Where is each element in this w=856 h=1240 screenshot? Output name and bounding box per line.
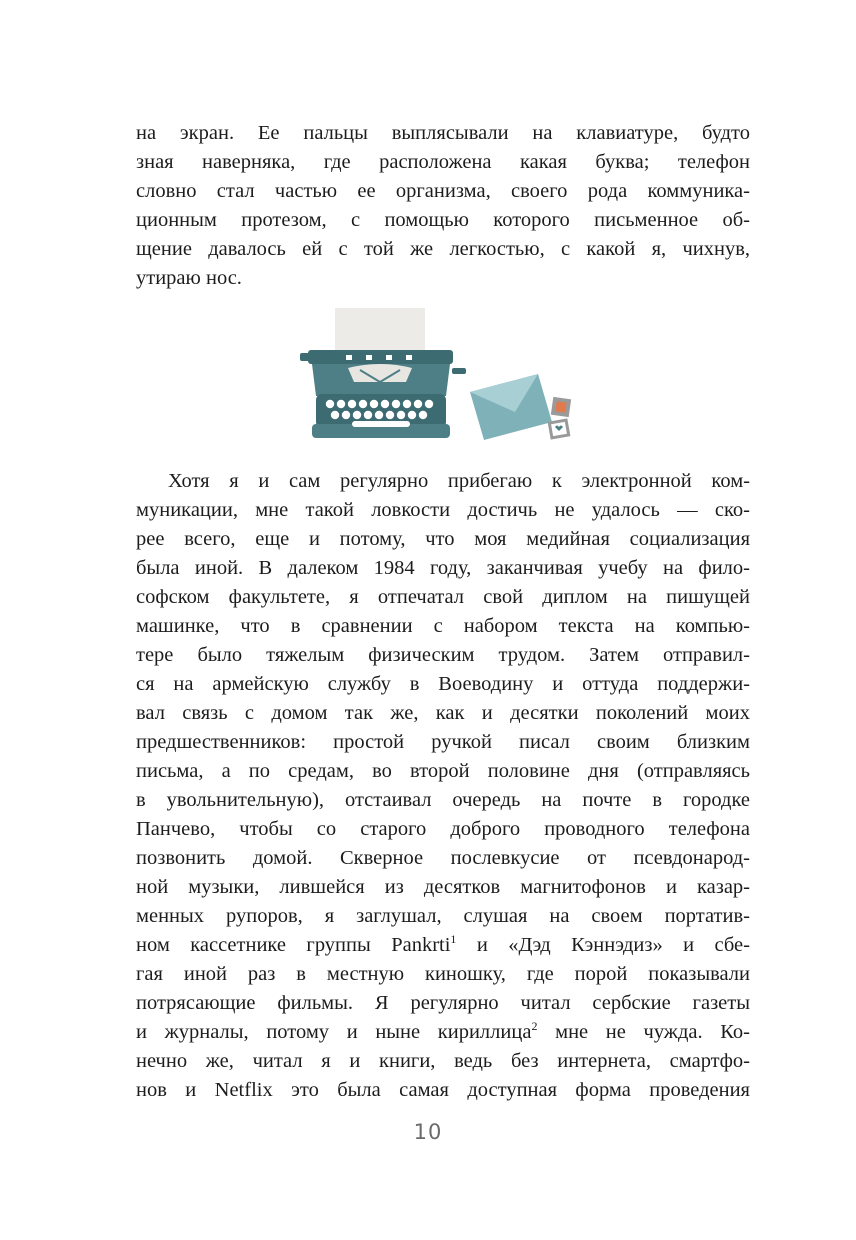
text-line: ся на армейскую службу в Воеводину и оттуда поддержи-: [136, 673, 750, 695]
text-segment: и журналы, потому и ныне кириллица: [136, 1021, 532, 1043]
text-line: Панчево, чтобы со старого доброго проводного телефона: [136, 818, 750, 840]
text-line: словно стал частью ее организма, своего рода коммуника-: [136, 180, 750, 202]
text-line: зная наверняка, где расположена какая буква; телефон: [136, 151, 750, 173]
text-line: ционным протезом, с помощью которого письменное об-: [136, 209, 750, 231]
text-line: щение давалось ей с той же легкостью, с какой я, чихнув,: [136, 238, 750, 260]
text-line: Хотя я и сам регулярно прибегаю к электронной ком-: [168, 470, 750, 492]
text-line: муникации, мне такой ловкости достичь не удалось — ско-: [136, 499, 750, 521]
text-line: гая иной раз в местную киношку, где порой показывали: [136, 963, 750, 985]
text-line: нов и Netflix это была самая доступная форма проведения: [136, 1079, 750, 1101]
text-line: [136, 931, 750, 960]
text-line: нечно же, читал я и книги, ведь без интернета, смартфо-: [136, 1050, 750, 1072]
text-line: в увольнительную), отстаивал очередь на почте в городке: [136, 789, 750, 811]
envelope-icon: [470, 374, 552, 440]
footnote-marker[interactable]: 1: [450, 932, 457, 946]
text-line: была иной. В далеком 1984 году, заканчивая учебу на фило-: [136, 557, 750, 579]
footnote-marker[interactable]: 2: [531, 1019, 538, 1033]
text-line: предшественников: простой ручкой писал своим близким: [136, 731, 750, 753]
paragraph-main: [136, 467, 750, 1105]
postage-stamp-icon: [551, 397, 571, 417]
text-line: софском факультете, я отпечатал свой диплом на пишущей: [136, 586, 750, 608]
text-line: утираю нос.: [136, 267, 242, 289]
typewriter-icon: [300, 308, 466, 438]
text-segment: и «Дэд Кэннэдиз» и сбе-: [456, 934, 750, 956]
text-line: машинке, что в сравнении с набором текста на компью-: [136, 615, 750, 637]
text-line: позвонить домой. Скверное послевкусие от псевдонарод-: [136, 847, 750, 869]
text-line: [136, 1018, 750, 1047]
text-line: ной музыки, лившейся из десятков магнитофонов и казар-: [136, 876, 750, 898]
text-segment: ном кассетнике группы Pankrti: [136, 934, 451, 956]
typewriter-illustration: [300, 300, 590, 450]
heart-stamp-icon: [548, 418, 571, 439]
page-number: 10: [413, 1120, 443, 1144]
paragraph-top: [136, 119, 750, 293]
text-line: менных рупоров, я заглушал, слушая на своем портатив-: [136, 905, 750, 927]
text-line: письма, а по средам, во второй половине дня (отправляясь: [136, 760, 750, 782]
text-line: потрясающие фильмы. Я регулярно читал сербские газеты: [136, 992, 750, 1014]
text-segment: мне не чужда. Ко-: [537, 1021, 750, 1043]
text-line: на экран. Ее пальцы выплясывали на клавиатуре, будто: [136, 122, 750, 144]
text-line: рее всего, еще и потому, что моя медийная социализация: [136, 528, 750, 550]
text-line: тере было тяжелым физическим трудом. Затем отправил-: [136, 644, 750, 666]
text-line: вал связь с домом так же, как и десятки поколений моих: [136, 702, 750, 724]
